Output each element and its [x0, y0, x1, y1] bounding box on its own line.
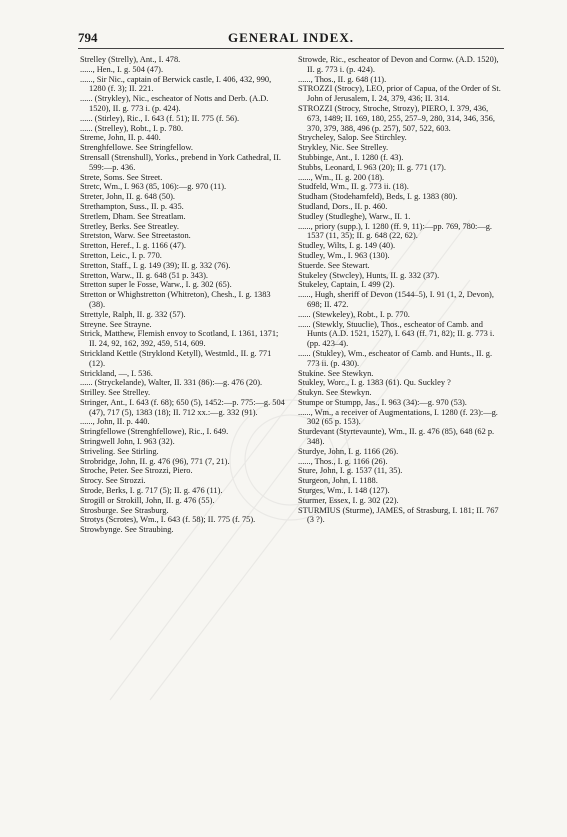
index-entry: Strobridge, John, II. g. 476 (96), 771 (7, 21).	[80, 456, 230, 466]
index-entry: ......, John, II. p. 440.	[80, 417, 150, 427]
index-entry: STROZZI (Strocy, Stroche, Strozy), PIERO, I. 379, 436, 673, 1489; II. 169, 180, 255, 257–9, 280, 314, 346, 356, 370, 379, 388, 496 (p. 257), 507, 522, 603.	[298, 103, 495, 133]
index-entry: Sturges, Wm., I. 148 (127).	[298, 486, 390, 496]
index-entry: Stretc, Wm., I. 963 (85, 106):—g. 970 (11).	[80, 182, 227, 192]
page-header	[78, 30, 504, 49]
index-entry: Stumpe or Stumpp, Jas., I. 963 (34):—g. 970 (53).	[298, 397, 467, 407]
index-column-left	[80, 55, 285, 535]
index-entry: Sturgeon, John, I. 1188.	[298, 476, 378, 486]
index-entry: ...... (Stewkeley), Robt., I. p. 770.	[298, 309, 410, 319]
index-entry: Sture, John, I. g. 1537 (11, 35).	[298, 466, 403, 476]
index-entry: Strettyle, Ralph, II. g. 332 (57).	[80, 309, 186, 319]
index-entry: ...... (Stryckelande), Walter, II. 331 (86):—g. 476 (20).	[80, 378, 263, 388]
index-entry: Stretton super le Fosse, Warw., I. g. 302 (65).	[80, 280, 232, 290]
index-entry: Stretton, Leic., I. p. 770.	[80, 250, 162, 260]
index-entry: Stretley, Berks. See Streatley.	[80, 221, 179, 231]
index-entry: Striveling. See Stirling.	[80, 446, 159, 456]
index-entry: Studley, Wilts, I. g. 149 (40).	[298, 241, 396, 251]
index-entry: Streyne. See Strayne.	[80, 319, 152, 329]
index-entry: ...... (Stirley), Ric., I. 643 (f. 51); II. 775 (f. 56).	[80, 113, 240, 123]
index-entry: Sturmer, Essex, I. g. 302 (22).	[298, 495, 399, 505]
index-entry: Stukley, Worc., I. g. 1383 (61). Qu. Suckley ?	[298, 378, 451, 388]
index-entry: ......, Wm., II. g. 200 (18).	[298, 172, 385, 182]
index-entry: Studland, Dors., II. p. 460.	[298, 201, 388, 211]
index-entry: Stubbs, Leonard, I. 963 (20); II. g. 771 (17).	[298, 162, 446, 172]
index-entry: Stringfellowe (Strenghfellowe), Ric., I. 649.	[80, 427, 229, 437]
index-entry: Stretton, Heref., I. g. 1166 (47).	[80, 241, 186, 251]
index-entry: Stretston, Warw. See Streetaston.	[80, 231, 191, 241]
index-column-right	[298, 55, 503, 525]
index-entry: Strykley, Nic. See Strelley.	[298, 143, 389, 153]
index-entry: ...... (Strelley), Robt., I. p. 780.	[80, 123, 184, 133]
index-entry: Strenghfellowe. See Stringfellow.	[80, 143, 193, 153]
index-entry: ...... (Stewkly, Stuuclie), Thos., escheator of Camb. and Hunts (A.D. 1521, 1527), I. 643 (ff. 71, 82); II. g. 773 i. (pp. 423–4).	[298, 319, 495, 349]
index-entry: Stringwell John, I. 963 (32).	[80, 437, 175, 447]
index-entry: ......, Thos., II. g. 648 (11).	[298, 74, 387, 84]
index-entry: Strickland, —, I. 536.	[80, 368, 153, 378]
index-entry: Strilley. See Strelley.	[80, 388, 151, 398]
index-entry: Strowde, Ric., escheator of Devon and Cornw. (A.D. 1520), II. g. 773 i. (p. 424).	[298, 55, 499, 74]
index-entry: Strode, Berks, I. g. 717 (5); II. g. 476 (11).	[80, 486, 223, 496]
index-entry: Stubbinge, Ant., I. 1280 (f. 43).	[298, 152, 404, 162]
index-entry: Strogill or Strokill, John, II. g. 476 (55).	[80, 495, 215, 505]
index-entry: Strycheley, Salop. See Stirchley.	[298, 133, 407, 143]
index-entry: ...... (Strykley), Nic., escheator of Notts and Derb. (A.D. 1520), II. g. 773 i. (p. 424).	[80, 94, 269, 113]
index-entry: Stukine. See Stewkyn.	[298, 368, 374, 378]
page-title: GENERAL INDEX.	[228, 30, 354, 45]
index-entry: ......, Hugh, sheriff of Devon (1544–5), I. 91 (1, 2, Devon), 698; II. 472.	[298, 290, 494, 309]
index-entry: Strowbynge. See Straubing.	[80, 525, 174, 535]
index-entry: ......, Sir Nic., captain of Berwick castle, I. 406, 432, 990, 1280 (f. 3); II. 221.	[80, 74, 272, 94]
index-entry: STROZZI (Strocy), LEO, prior of Capua, of the Order of St. John of Jerusalem, I. 24, 379, 436; II. 314.	[298, 84, 501, 104]
index-entry: Stukeley (Stwcley), Hunts, II. g. 332 (37).	[298, 270, 440, 280]
index-entry: Studfeld, Wm., II. g. 773 ii. (18).	[298, 182, 409, 192]
index-entry: Streter, John, II. g. 648 (50).	[80, 192, 176, 202]
index-entry: Stroche, Peter. See Strozzi, Piero.	[80, 466, 193, 476]
page-number: 794	[78, 30, 98, 45]
index-entry: Stretton, Staff., I. g. 149 (39); II. g. 332 (76).	[80, 260, 231, 270]
index-entry: Studham (Stodehamfeld), Beds, I. g. 1383 (80).	[298, 192, 458, 202]
index-entry: STURMIUS (Sturme), JAMES, of Strasburg, I. 181; II. 767 (3 ?).	[298, 505, 499, 525]
index-entry: Strocy. See Strozzi.	[80, 476, 146, 486]
index-entry: ......, Thos., I. g. 1166 (26).	[298, 456, 388, 466]
index-entry: Streme, John, II. p. 440.	[80, 133, 161, 143]
index-entry: ......, Hen., I. g. 504 (47).	[80, 64, 164, 74]
index-entry: Strickland Kettle (Stryklond Ketyll), Westmld., II. g. 771 (12).	[80, 348, 272, 368]
index-entry: Strete, Soms. See Street.	[80, 172, 163, 182]
index-entry: Stretlem, Dham. See Streatlam.	[80, 211, 186, 221]
index-entry: Sturdevant (Styrtevaunte), Wm., II. g. 476 (85), 648 (62 p. 348).	[298, 427, 495, 447]
index-entry: Stretton, Warw., II. g. 648 (51 p. 343).	[80, 270, 208, 280]
index-entry: Strick, Matthew, Flemish envoy to Scotland, I. 1361, 1371; II. 24, 92, 162, 392, 459, 514, 609.	[80, 329, 279, 349]
index-entry: Strethampton, Suss., II. p. 435.	[80, 201, 184, 211]
index-entry: Strotys (Scrotes), Wm., I. 643 (f. 58); II. 775 (f. 75).	[80, 515, 256, 525]
index-entry: Studley, Wm., I. 963 (130).	[298, 250, 390, 260]
index-entry: Strelley (Strelly), Ant., I. 478.	[80, 55, 181, 64]
index-entry: Studley (Studleghe), Warw., II. 1.	[298, 211, 411, 221]
index-entry: Stuerde. See Stewart.	[298, 260, 370, 270]
index-entry: Stukyn. See Stewkyn.	[298, 388, 372, 398]
index-entry: Stukeley, Captain, I. 499 (2).	[298, 280, 395, 290]
index-entry: Strosburge. See Strasburg.	[80, 505, 169, 515]
index-entry: ...... (Stukley), Wm., escheator of Camb. and Hunts., II. g. 773 ii. (p. 430).	[298, 348, 493, 368]
index-entry: Sturdye, John, I. g. 1166 (26).	[298, 446, 399, 456]
index-entry: ......, Wm., a receiver of Augmentations, I. 1280 (f. 23):—g. 302 (65 p. 153).	[298, 407, 498, 427]
index-entry: Stretton or Whighstretton (Whitreton), Chesh., I. g. 1383 (38).	[80, 290, 271, 309]
index-entry: ......, priory (supp.), I. 1280 (ff. 9, 11):—pp. 769, 780:—g. 1537 (11, 35); II. g. 648 (22, 62).	[298, 221, 493, 241]
index-entry: Strensall (Strenshull), Yorks., prebend in York Cathedral, II. 599:—p. 436.	[80, 152, 281, 172]
index-entry: Stringer, Ant., I. 643 (f. 68); 650 (5), 1452:—p. 775:—g. 504 (47), 717 (5), 1383 (18); II. 712 xx.:—g. 332 (91).	[80, 397, 285, 417]
